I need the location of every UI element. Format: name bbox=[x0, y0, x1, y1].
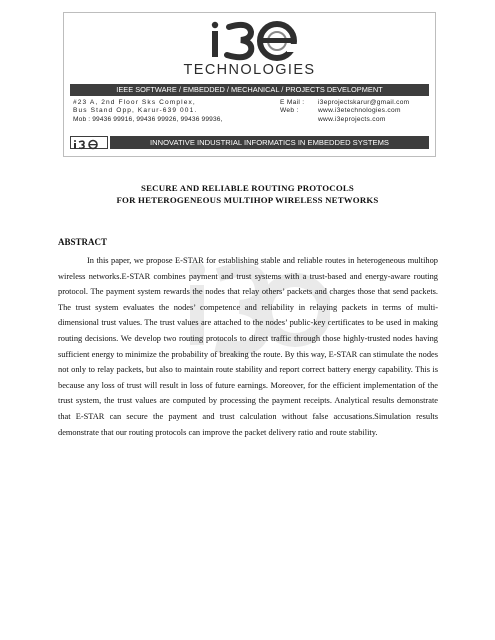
phone-line: Mob : 99436 99916, 99436 99926, 99436 99936, bbox=[73, 115, 223, 123]
address-line: Bus Stand Opp, Karur-639 001. bbox=[73, 107, 198, 115]
web-label: Web : bbox=[280, 107, 299, 115]
i3e-mini-logo-icon bbox=[71, 139, 107, 150]
online-contact-block bbox=[280, 99, 409, 124]
document-title-line-1: SECURE AND RELIABLE ROUTING PROTOCOLS bbox=[140, 183, 355, 193]
email-label: E Mail : bbox=[280, 99, 305, 106]
web-value: www.i3eprojects.com bbox=[318, 115, 386, 123]
email-value: i3eprojectskarur@gmail.com bbox=[318, 99, 410, 106]
document-title-line-2: FOR HETEROGENEOUS MULTIHOP WIRELESS NETWORKS bbox=[116, 195, 379, 205]
abstract-paragraph: In this paper, we propose E-STAR for establishing stable and reliable routes in heterogeneous multihop wireless networks.E-STAR combines payment and trust systems with a trust-based and energy-aware routing protocol. The payment system rewards the nodes that relay others’ packets and charges those that send packets. The trust system evaluates the nodes’ competence and reliability in relaying packets in terms of multi-dimensional trust values. The trust values are attached to the nodes’ public-key certificates to be used in making routing decisions. We develop two routing protocols to direct traffic through those highly-trusted nodes having sufficient energy to minimize the probability of breaking the route. By this way, E-STAR can stimulate the nodes not only to relay packets, but also to maintain route stability and report correct battery energy capability. This is because any loss of trust will result in loss of future earnings. Moreover, for the efficient implementation of the trust system, the trust values are computed by processing the payment receipts. Analytical results demonstrate that E-STAR can secure the payment and trust calculation without false accusations.Simulation results demonstrate that our routing protocols can improve the packet delivery ratio and route stability. bbox=[58, 256, 438, 437]
tagline: INNOVATIVE INDUSTRIAL INFORMATICS IN EMBEDDED SYSTEMS bbox=[110, 136, 429, 149]
section-heading-abstract: ABSTRACT bbox=[58, 237, 108, 247]
i3e-logo-icon bbox=[175, 17, 325, 63]
address-block bbox=[73, 99, 223, 124]
address-line: #23 A, 2nd Floor Sks Complex, bbox=[73, 99, 196, 106]
mini-logo bbox=[70, 136, 108, 149]
web-value: www.i3etechnologies.com bbox=[318, 107, 401, 115]
tagline-bar bbox=[70, 136, 429, 149]
services-banner: IEEE SOFTWARE / EMBEDDED / MECHANICAL / PROJECTS DEVELOPMENT bbox=[70, 84, 429, 96]
letterhead bbox=[63, 12, 436, 157]
logo-wordmark: TECHNOLOGIES bbox=[183, 62, 316, 78]
company-logo bbox=[64, 17, 435, 63]
